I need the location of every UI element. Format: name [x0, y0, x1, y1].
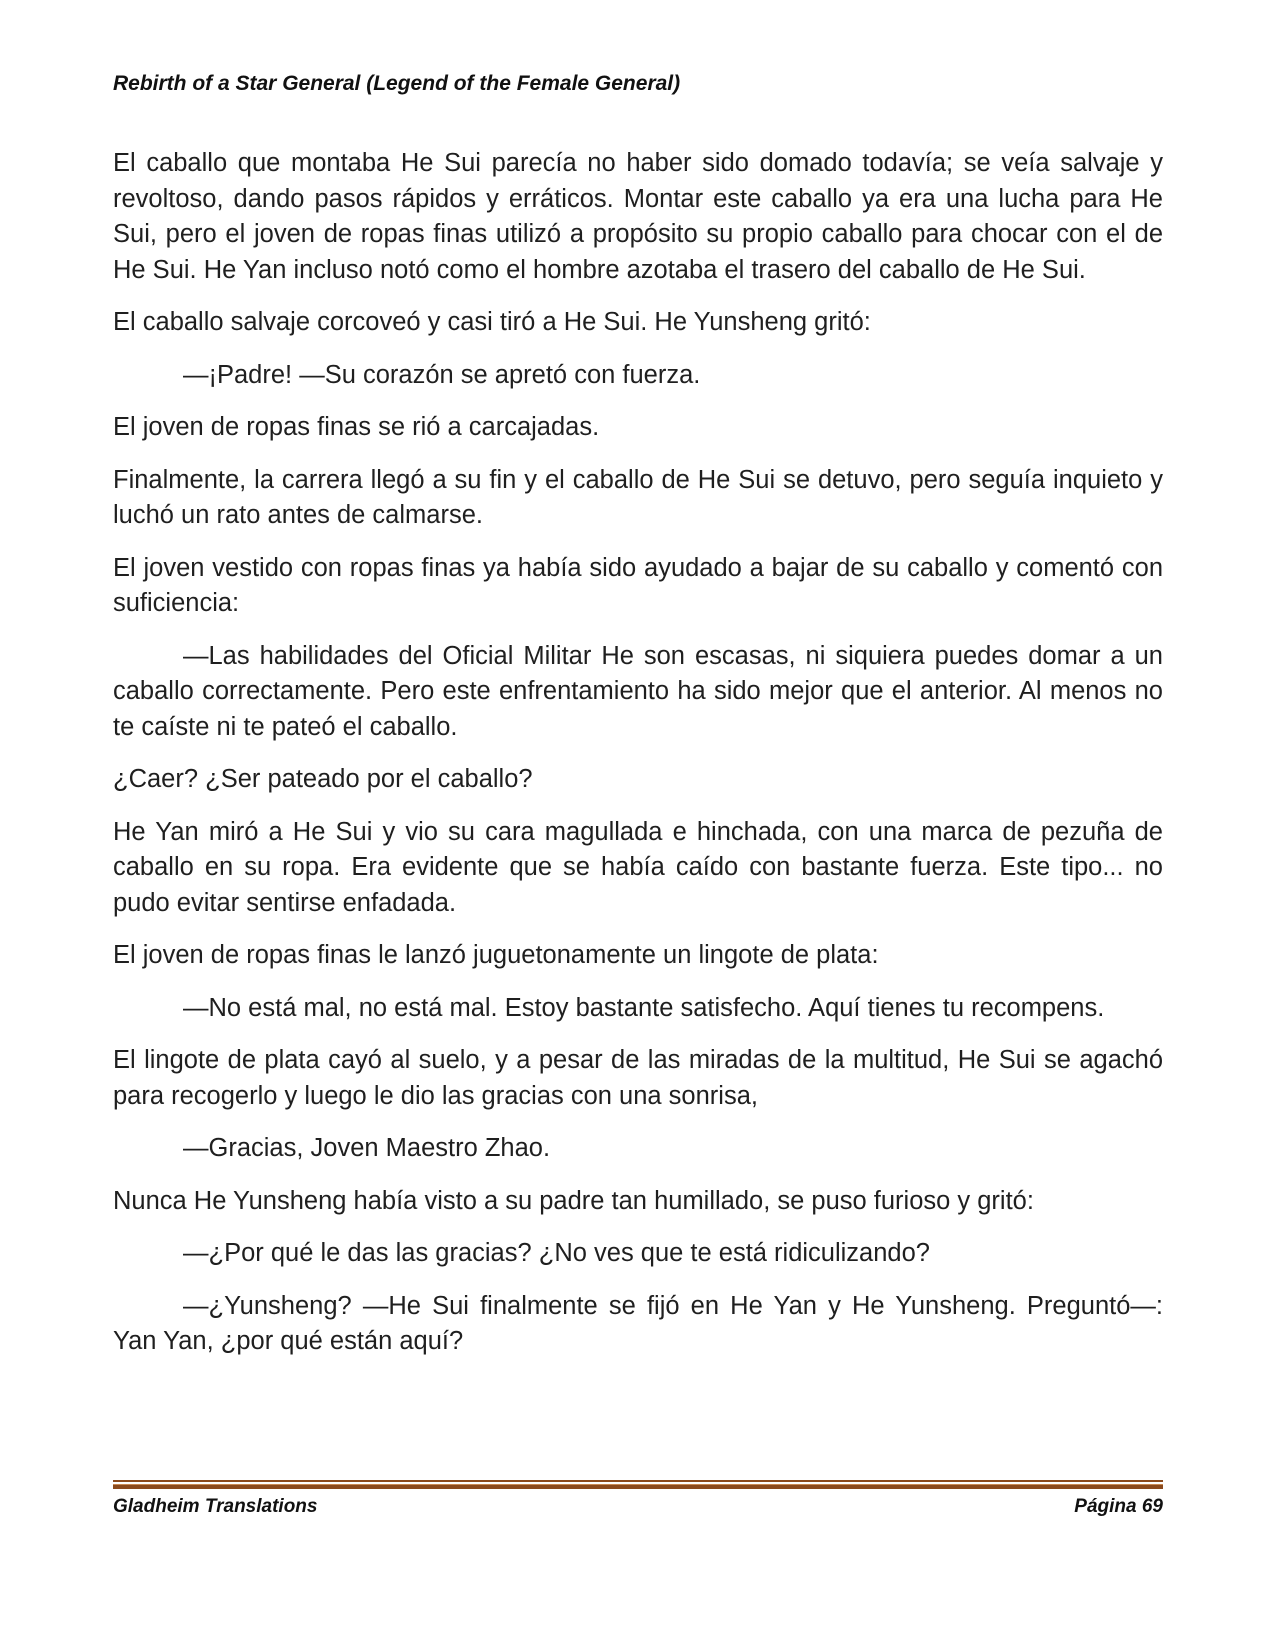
paragraph: El joven de ropas finas le lanzó juguetonamente un lingote de plata:: [113, 941, 879, 969]
dialogue-paragraph: —¿Yunsheng? —He Sui finalmente se fijó en He Yan y He Yunsheng. Preguntó—: Yan Yan, ¿por qué están aquí?: [113, 1291, 1163, 1355]
paragraph: ¿Caer? ¿Ser pateado por el caballo?: [113, 765, 533, 793]
dialogue-paragraph: —Las habilidades del Oficial Militar He son escasas, ni siquiera puedes domar a un caballo correctamente. Pero este enfrentamiento ha sido mejor que el anterior. Al menos no te caíste ni te pateó el caballo.: [113, 641, 1163, 741]
body-text: [113, 146, 1163, 1377]
footer-publisher: Gladheim Translations: [113, 1496, 318, 1517]
paragraph: El caballo salvaje corcoveó y casi tiró a He Sui. He Yunsheng gritó:: [113, 308, 871, 336]
footer-divider: [113, 1480, 1163, 1482]
dialogue-paragraph: —No está mal, no está mal. Estoy bastante satisfecho. Aquí tienes tu recompens.: [183, 993, 1105, 1022]
paragraph: El joven vestido con ropas finas ya había sido ayudado a bajar de su caballo y comentó con suficiencia:: [113, 553, 1163, 617]
footer-divider-highlight: [113, 1484, 1163, 1485]
paragraph: El lingote de plata cayó al suelo, y a pesar de las miradas de la multitud, He Sui se agachó para recogerlo y luego le dio las gracias con una sonrisa,: [113, 1046, 1163, 1110]
dialogue-paragraph: —¡Padre! —Su corazón se apretó con fuerza.: [183, 360, 701, 389]
page-header-title: Rebirth of a Star General (Legend of the Female General): [113, 72, 681, 95]
paragraph: Finalmente, la carrera llegó a su fin y el caballo de He Sui se detuvo, pero seguía inquieto y luchó un rato antes de calmarse.: [113, 465, 1163, 529]
paragraph: El caballo que montaba He Sui parecía no haber sido domado todavía; se veía salvaje y revoltoso, dando pasos rápidos y erráticos. Montar este caballo ya era una lucha para He Sui, pero el joven de ropas finas utilizó a propósito su propio caballo para chocar con el de He Sui. He Yan incluso notó como el hombre azotaba el trasero del caballo de He Sui.: [113, 149, 1163, 284]
dialogue-paragraph: —¿Por qué le das las gracias? ¿No ves que te está ridiculizando?: [183, 1239, 930, 1267]
dialogue-paragraph: —Gracias, Joven Maestro Zhao.: [183, 1134, 551, 1162]
paragraph: Nunca He Yunsheng había visto a su padre tan humillado, se puso furioso y gritó:: [113, 1186, 1034, 1215]
footer-page-number: Página 69: [1074, 1496, 1163, 1517]
paragraph: He Yan miró a He Sui y vio su cara magullada e hinchada, con una marca de pezuña de caballo en su ropa. Era evidente que se había caído con bastante fuerza. Este tipo... no pudo evitar sentirse enfadada.: [113, 817, 1163, 917]
paragraph: El joven de ropas finas se rió a carcajadas.: [113, 413, 600, 441]
